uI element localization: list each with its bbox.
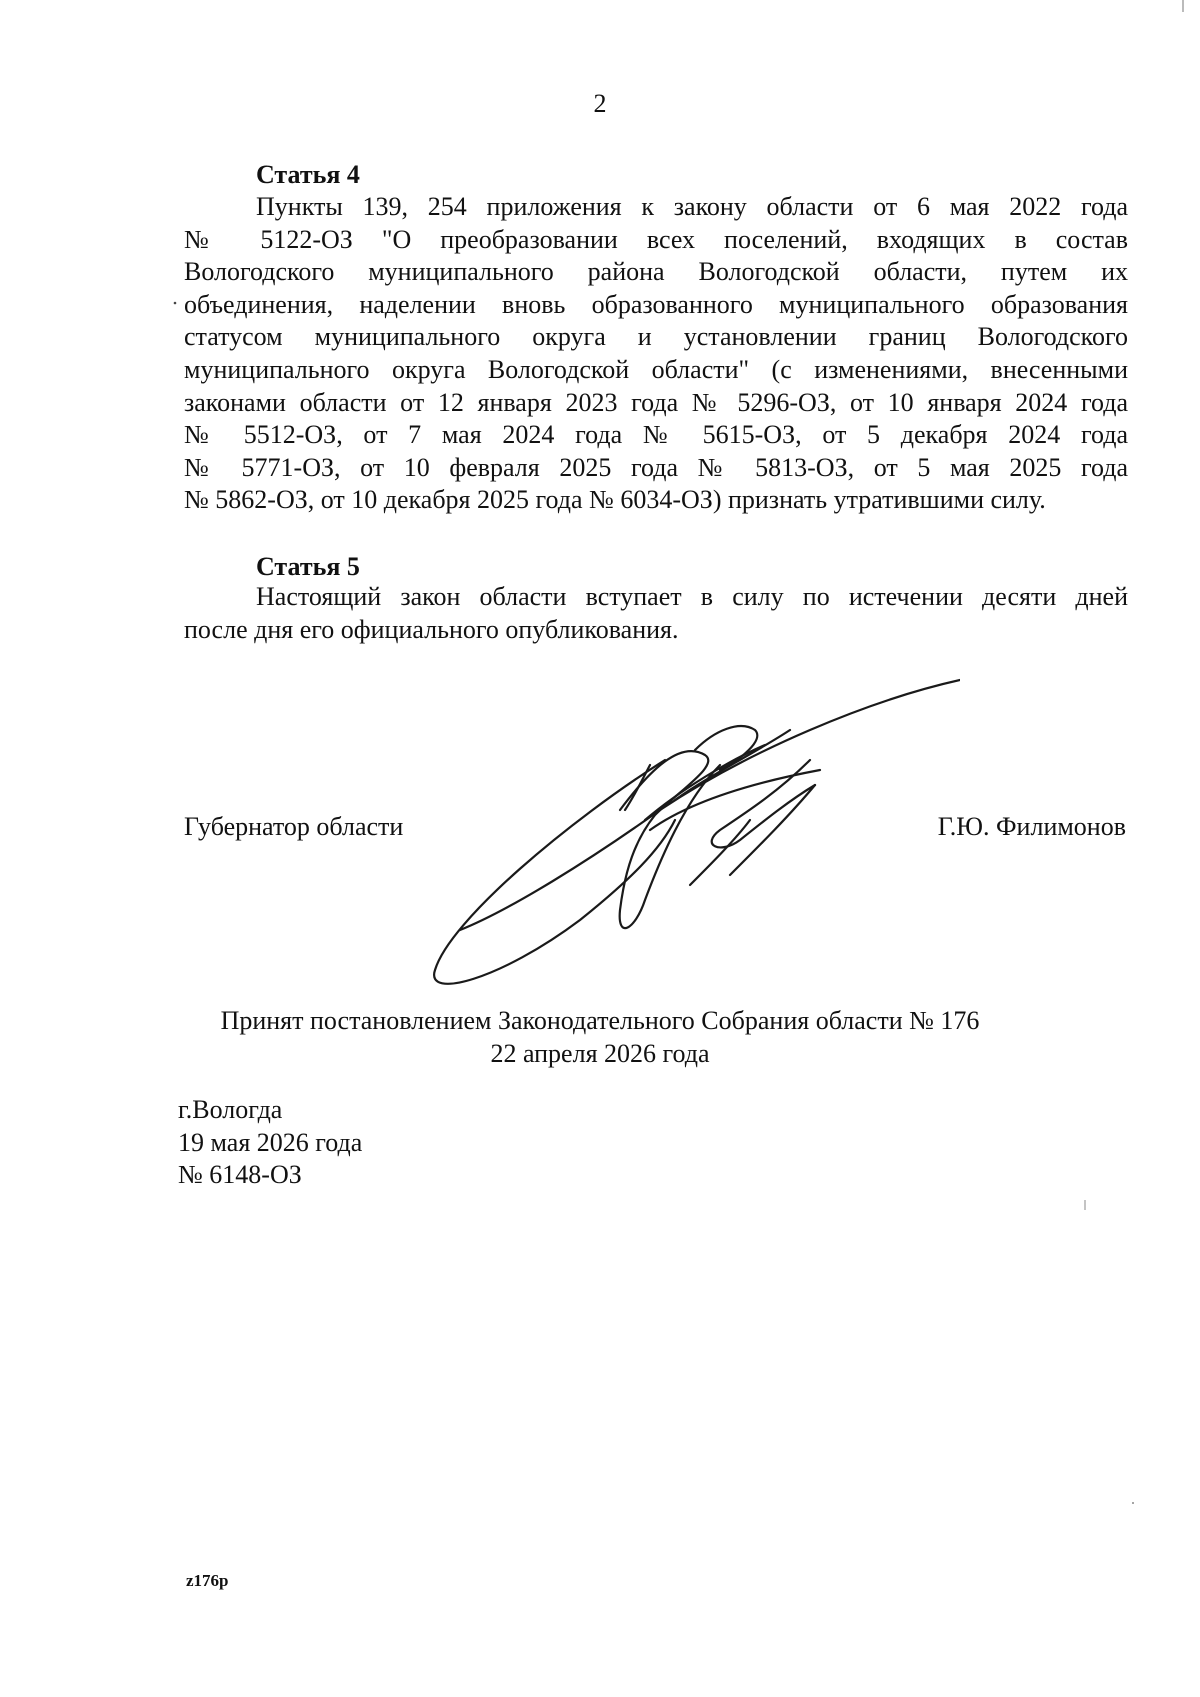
paragraph-line: законами области от 12 января 2023 года № 5296-ОЗ, от 10 января 2024 года (184, 387, 1128, 417)
paragraph-line: № 5512-ОЗ, от 7 мая 2024 года № 5615-ОЗ, от 5 декабря 2024 года (184, 420, 1128, 450)
paragraph-line: статусом муниципального округа и установлении границ Вологодского (184, 322, 1128, 352)
article-5-paragraph (184, 581, 1128, 646)
paragraph-line: объединения, наделении вновь образованного муниципального образования (184, 289, 1128, 319)
article-5-heading: Статья 5 (256, 552, 360, 581)
article-4-paragraph (184, 191, 1128, 517)
scan-speck (1082, 1200, 1088, 1214)
adoption-line: Принят постановлением Законодательного Собрания области № 176 (220, 1006, 980, 1035)
paragraph-line: Настоящий закон области вступает в силу по истечении десяти дней (256, 582, 1128, 611)
document-code: z176p (186, 1571, 229, 1590)
governor-name: Г.Ю. Филимонов (937, 812, 1126, 841)
scan-speck (172, 300, 178, 306)
article-4-heading: Статья 4 (256, 160, 360, 189)
scan-speck (1130, 1500, 1136, 1506)
paragraph-line: Вологодского муниципального района Вологодской области, путем их (184, 257, 1128, 287)
paragraph-line: № 5122-ОЗ "О преобразовании всех поселений, входящих в состав (184, 224, 1128, 254)
signing-date: 19 мая 2026 года (178, 1127, 363, 1157)
paragraph-line: муниципального округа Вологодской области" (с изменениями, внесенными (184, 354, 1128, 384)
page-number: 2 (593, 89, 607, 118)
adoption-date: 22 апреля 2026 года (490, 1039, 710, 1068)
scan-speck (1180, 0, 1186, 16)
law-number: № 6148-ОЗ (178, 1160, 302, 1189)
governor-title: Губернатор области (184, 812, 404, 841)
paragraph-line: № 5862-ОЗ, от 10 декабря 2025 года № 6034-ОЗ) признать утратившими силу. (184, 485, 1046, 515)
paragraph-line: Пункты 139, 254 приложения к закону области от 6 мая 2022 года (256, 192, 1128, 221)
paragraph-line: № 5771-ОЗ, от 10 февраля 2025 года № 5813-ОЗ, от 5 мая 2025 года (184, 452, 1128, 482)
place-date-block (178, 1094, 362, 1192)
adoption-note (0, 1004, 1200, 1070)
paragraph-line: после дня его официального опубликования. (184, 614, 679, 644)
city: г.Вологда (178, 1095, 283, 1124)
handwritten-signature (420, 670, 960, 990)
